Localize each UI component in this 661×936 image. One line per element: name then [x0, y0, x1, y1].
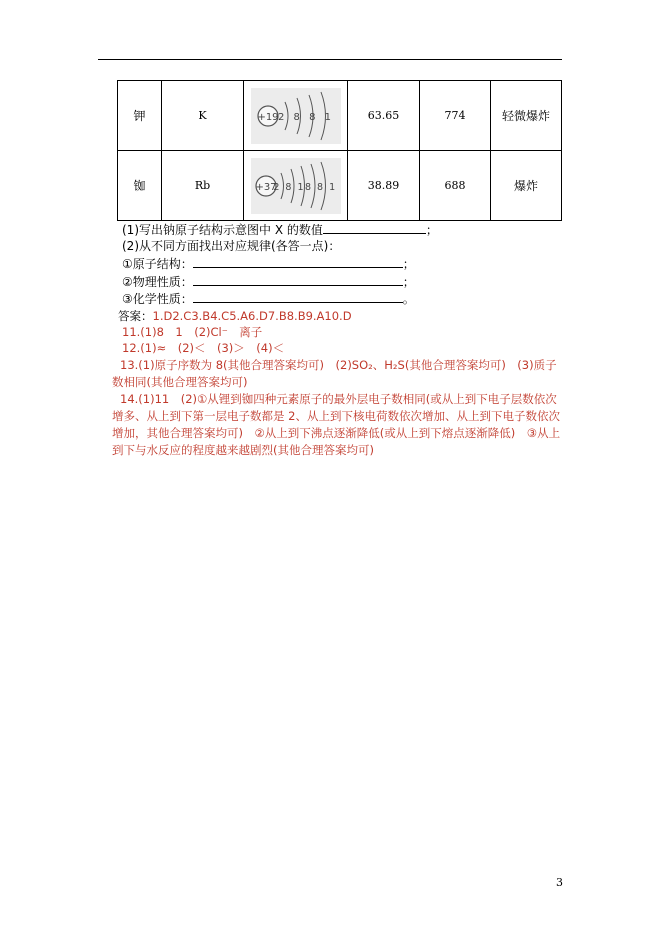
element-table [117, 80, 562, 221]
nucleus-charge: +37 [254, 181, 277, 193]
answer-blank [193, 256, 403, 268]
answer-13: 13.(1)原子序数为 8(其他合理答案均可) (2)SO₂、H₂S(其他合理答案均可) (3)质子数相同(其他合理答案均可) [112, 358, 557, 389]
property-value: 38.89 [348, 151, 420, 221]
table-row [118, 81, 562, 151]
answer-blank [323, 222, 426, 234]
element-symbol: Rb [162, 151, 244, 221]
reaction-with-water: 爆炸 [491, 151, 562, 221]
reaction-with-water: 轻微爆炸 [491, 81, 562, 151]
atom-structure-diagram [244, 151, 348, 221]
question-2: (2)从不同方面找出对应规律(各答一点)： [122, 239, 341, 253]
answer-blank [193, 274, 403, 286]
page-number: 3 [556, 876, 563, 889]
atom-diagram-k [251, 88, 341, 144]
question-1: (1)写出钠原子结构示意图中 X 的数值 ； [122, 223, 438, 237]
answers-label: 答案： [118, 309, 153, 323]
element-symbol: K [162, 81, 244, 151]
shell-electrons: 2 8 18 8 1 [272, 181, 337, 193]
property-value: 688 [420, 151, 491, 221]
property-value: 774 [420, 81, 491, 151]
element-name: 铷 [118, 151, 162, 221]
atom-structure-diagram [244, 81, 348, 151]
property-value: 63.65 [348, 81, 420, 151]
question-2-1: ①原子结构： ； [122, 257, 415, 271]
header-rule [98, 59, 562, 60]
table-row [118, 151, 562, 221]
answer-11: 11.(1)8 1 (2)Cl⁻ 离子 [122, 325, 263, 339]
question-2-2: ②物理性质： ； [122, 275, 415, 289]
element-name: 钾 [118, 81, 162, 151]
atom-diagram-rb [251, 158, 341, 214]
answer-14: 14.(1)11 (2)①从锂到铷四种元素原子的最外层电子数相同(或从上到下电子层数依次增多、从上到下第一层电子数都是 2、从上到下核电荷数依次增加、从上到下电子数依次增加，其他合理答案均可) ②从上到下沸点逐渐降低(或从上到下熔点逐渐降低) ③从上到下与水反应的程度越来越剧烈(其他合理答案均可) [112, 392, 561, 457]
answer-blank [193, 291, 403, 303]
answers-line-1: 答案：1.D2.C3.B4.C5.A6.D7.B8.B9.A10.D [118, 309, 352, 323]
answer-12: 12.(1)≈ (2)＜ (3)＞ (4)＜ [122, 341, 285, 355]
shell-electrons: 2 8 8 1 [277, 111, 334, 123]
nucleus-charge: +19 [256, 111, 279, 123]
question-2-3: ③化学性质： 。 [122, 292, 415, 306]
